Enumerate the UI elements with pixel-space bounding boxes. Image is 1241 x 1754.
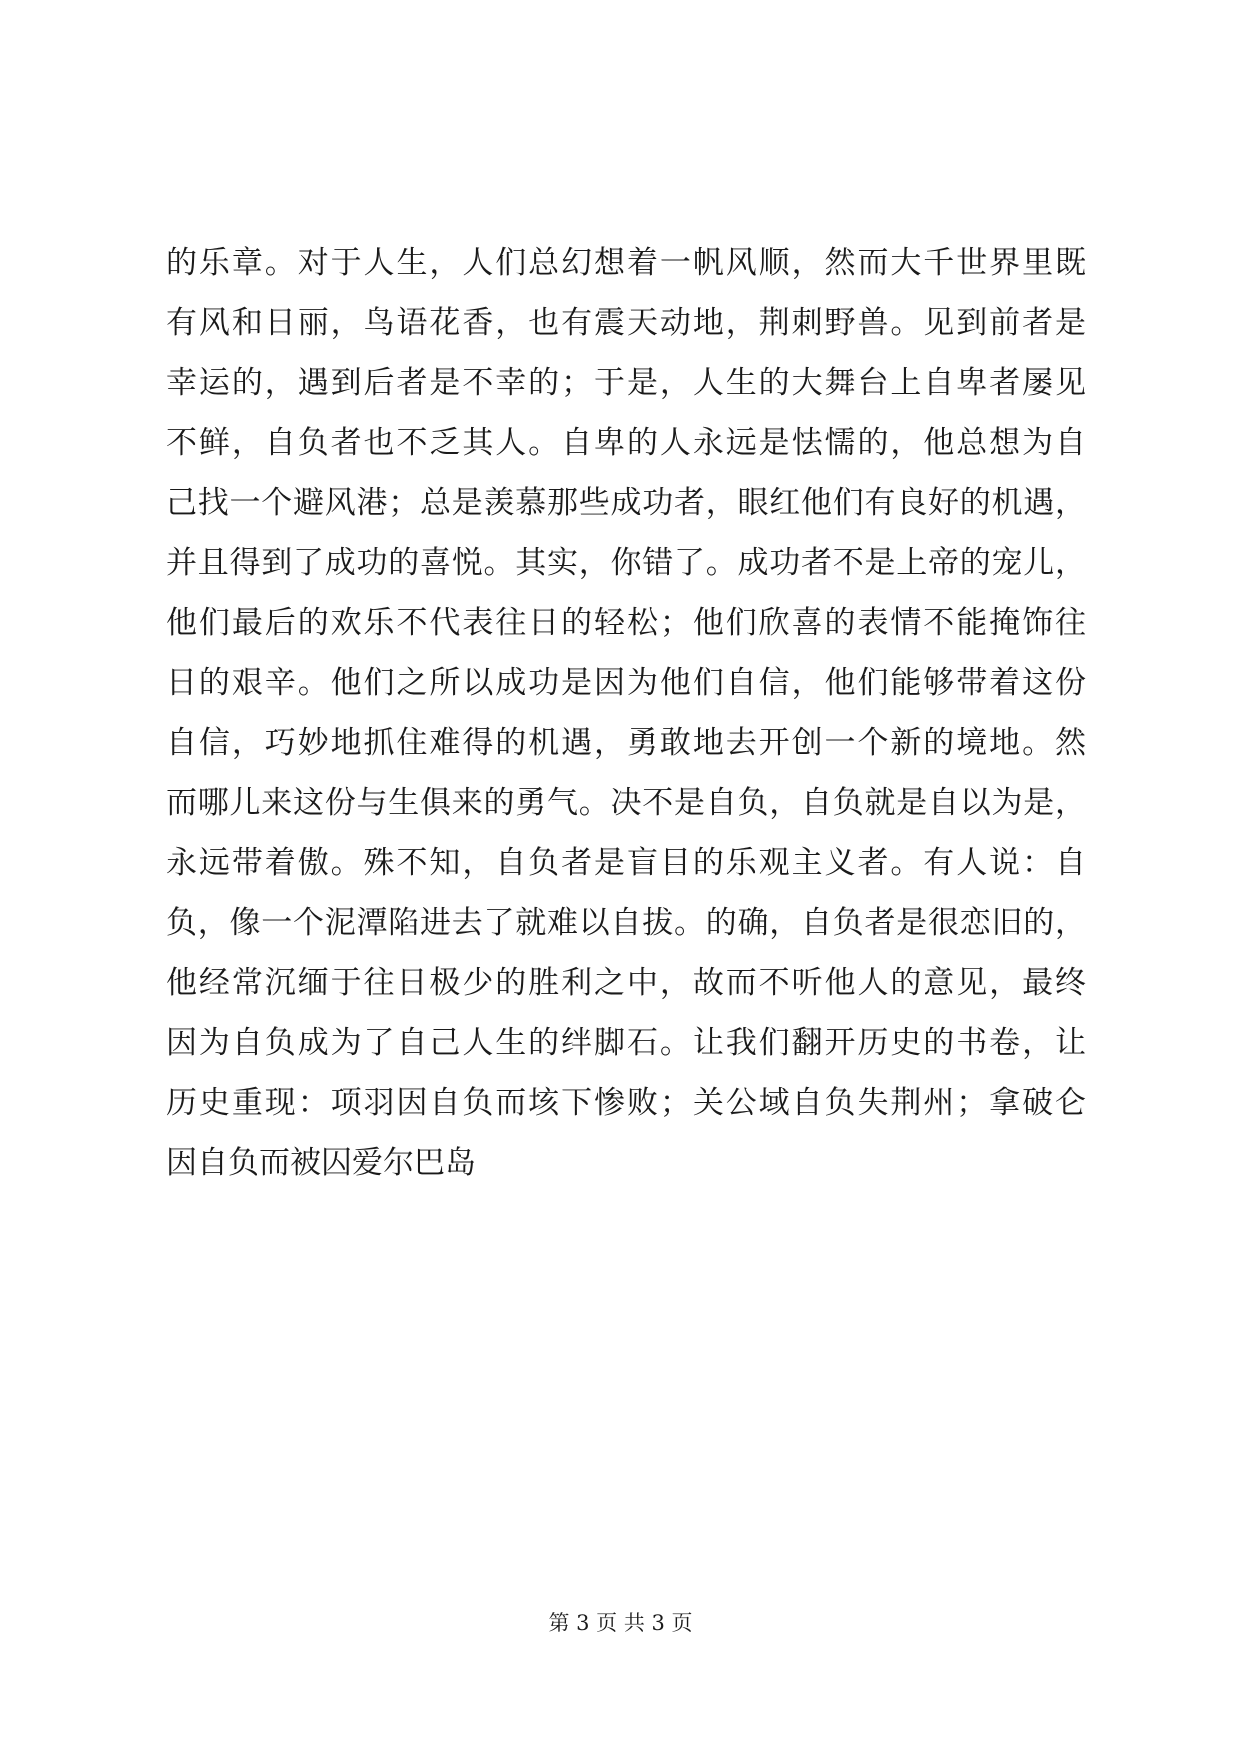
text-line: 不鲜，自负者也不乏其人。自卑的人永远是怯懦的，他总想为自 (166, 425, 1086, 461)
body-text (166, 233, 1086, 1193)
text-line: 并且得到了成功的喜悦。其实，你错了。成功者不是上帝的宠儿， (166, 545, 1086, 581)
text-line: 永远带着傲。殊不知，自负者是盲目的乐观主义者。有人说：自 (166, 845, 1086, 881)
text-line: 因自负而被囚爱尔巴岛 (166, 1145, 476, 1181)
text-line: 负，像一个泥潭陷进去了就难以自拔。的确，自负者是很恋旧的， (166, 905, 1086, 941)
text-line: 日的艰辛。他们之所以成功是因为他们自信，他们能够带着这份 (166, 665, 1086, 701)
text-line: 他们最后的欢乐不代表往日的轻松；他们欣喜的表情不能掩饰往 (166, 605, 1086, 641)
text-line: 的乐章。对于人生，人们总幻想着一帆风顺，然而大千世界里既 (166, 245, 1086, 281)
page-footer: 第 3 页 共 3 页 (548, 1611, 693, 1635)
text-line: 他经常沉缅于往日极少的胜利之中，故而不听他人的意见，最终 (166, 965, 1086, 1001)
text-line: 幸运的，遇到后者是不幸的；于是，人生的大舞台上自卑者屡见 (166, 365, 1086, 401)
text-line: 自信，巧妙地抓住难得的机遇，勇敢地去开创一个新的境地。然 (166, 725, 1086, 761)
text-line: 因为自负成为了自己人生的绊脚石。让我们翻开历史的书卷，让 (166, 1025, 1086, 1061)
text-line: 历史重现：项羽因自负而垓下惨败；关公域自负失荆州；拿破仑 (166, 1085, 1086, 1121)
text-line: 己找一个避风港；总是羡慕那些成功者，眼红他们有良好的机遇， (166, 485, 1086, 521)
text-line: 有风和日丽，鸟语花香，也有震天动地，荆刺野兽。见到前者是 (166, 305, 1086, 341)
text-line: 而哪儿来这份与生俱来的勇气。决不是自负，自负就是自以为是， (166, 785, 1086, 821)
